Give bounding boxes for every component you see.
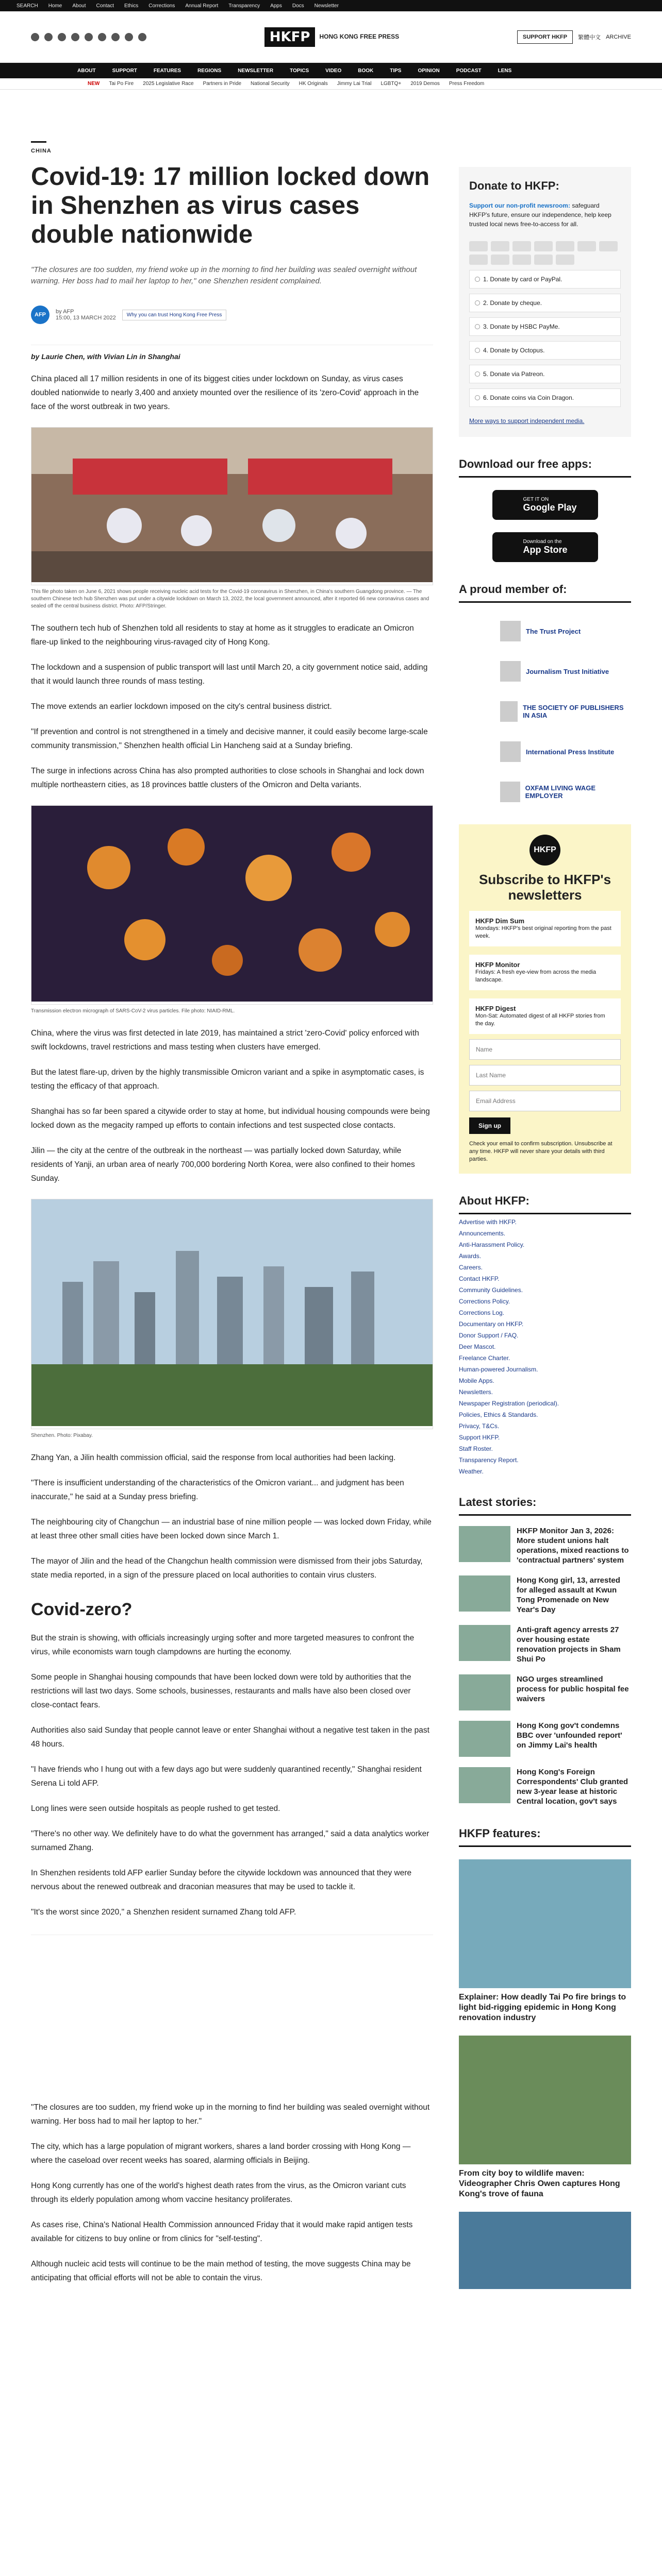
signup-button[interactable]: Sign up (469, 1117, 510, 1134)
paragraph: "There is insufficient understanding of the characteristics of the Omicron variant... and judgment has been inaccurate," he said at a Sunday press briefing. (31, 1479, 404, 1501)
donate-title: Donate to HKFP: (469, 179, 559, 192)
youtube-icon[interactable] (58, 33, 66, 41)
jcb-icon (556, 241, 574, 251)
topbar-item[interactable]: Docs (292, 3, 304, 9)
paragraph: China placed all 17 million residents in one of its biggest cities under lockdown on Sunday, as virus cases doubled nationwide to nearly 3,400 and anxiety mounted over the resilience of its 'zero-Covid' approach in the face of the worst outbreak in two years. (31, 375, 419, 411)
donate-intro-text: safeguard HKFP's future, ensure our independence, help keep trusted local news free-to-access for all. (469, 202, 611, 228)
logo-subtitle: HONG KONG FREE PRESS (319, 33, 400, 40)
new-badge: NEW (88, 81, 100, 87)
about-link[interactable]: Policies, Ethics & Standards. (459, 1411, 538, 1418)
about-link[interactable]: Contact HKFP. (459, 1275, 500, 1282)
about-link[interactable]: Transparency Report. (459, 1456, 519, 1464)
payment-icons (469, 241, 621, 265)
paragraph: The move extends an earlier lockdown imposed on the city's central business district. (31, 702, 332, 711)
partner-icon (500, 621, 521, 641)
byline: by Laurie Chen, with Vivian Lin in Shanghai (31, 345, 433, 361)
story-thumbnail (459, 1526, 510, 1562)
support-button[interactable]: SUPPORT HKFP (517, 30, 573, 44)
donate-option[interactable] (469, 365, 621, 383)
features-title: HKFP features: (459, 1827, 631, 1847)
paragraph: The southern tech hub of Shenzhen told all residents to stay at home as it struggles to eradicate an Omicron flare-up linked to the neighbouring virus-ravaged city of Hong Kong. (31, 624, 414, 647)
newsletter-name: HKFP Monitor (475, 961, 520, 969)
donate-option-label: 6. Donate coins via Coin Dragon. (483, 394, 574, 401)
partner-icon (500, 661, 521, 682)
about-link[interactable]: Human-powered Journalism. (459, 1366, 538, 1373)
article-meta (31, 306, 433, 324)
topic-link[interactable]: Press Freedom (449, 81, 485, 87)
topbar-item[interactable]: Transparency (228, 3, 260, 9)
paragraph: The city, which has a large population of migrant workers, shares a land border crossing with Hong Kong — where the caseload over recent weeks has soared, alarming officials in Beijing. (31, 2142, 411, 2165)
author-date (56, 309, 116, 321)
donate-option[interactable] (469, 317, 621, 336)
donate-option[interactable] (469, 270, 621, 289)
feature-story[interactable] (459, 2036, 631, 2199)
donate-option[interactable] (469, 341, 621, 360)
site-header (0, 11, 662, 63)
author[interactable]: by AFP (56, 309, 74, 315)
topbar-item[interactable]: Contact (96, 3, 114, 9)
mastercard-icon (469, 241, 488, 251)
donate-option-label: 5. Donate via Patreon. (483, 370, 545, 378)
top-bar (0, 0, 662, 11)
first-name-field[interactable]: Name (469, 1039, 621, 1060)
page-body (0, 90, 662, 2289)
about-link[interactable]: Announcements. (459, 1230, 506, 1237)
latest-story[interactable] (459, 1721, 631, 1757)
divider (31, 141, 46, 143)
paragraph: As cases rise, China's National Health Commission announced Friday that it would make rapid antigen tests available for citizens to buy online or from clinics for "self-testing". (31, 2221, 413, 2243)
nav-item[interactable]: TIPS (390, 67, 402, 74)
newsletter-box (459, 824, 631, 1174)
paragraph: Hong Kong currently has one of the world's highest death rates from the virus, as the Omicron variant cuts through its elderly population among whom vaccine hesitancy proliferates. (31, 2181, 406, 2204)
radio-icon (475, 395, 480, 400)
topic-link[interactable]: HK Originals (299, 81, 328, 87)
topic-link[interactable]: Partners in Pride (203, 81, 242, 87)
apps-title: Download our free apps: (459, 457, 631, 478)
newsletter-desc: Mon-Sat: Automated digest of all HKFP stories from the day. (475, 1013, 605, 1027)
story-thumbnail (459, 1625, 510, 1661)
latest-story[interactable] (459, 1526, 631, 1565)
about-link[interactable]: Deer Mascot. (459, 1343, 496, 1350)
visa-icon (491, 241, 509, 251)
email-field[interactable]: Email Address (469, 1091, 621, 1111)
paragraph: Shanghai has so far been spared a citywide order to stay at home, but individual housing compounds were being locked down as the megacity ramped up efforts to contain infections and test suspected close contacts. (31, 1107, 430, 1130)
latest-story[interactable] (459, 1767, 631, 1806)
feature-image (459, 1859, 631, 1988)
partner-logo[interactable] (459, 619, 631, 643)
partner-logo[interactable] (459, 740, 631, 764)
paragraph: Authorities also said Sunday that people cannot leave or enter Shanghai without a negative test taken in the past 48 hours. (31, 1726, 429, 1749)
octopus-icon (469, 255, 488, 265)
story-thumbnail (459, 1575, 510, 1612)
nav-item[interactable]: REGIONS (197, 67, 222, 74)
paragraph: "It's the worst since 2020," a Shenzhen resident surnamed Zhang told AFP. (31, 1908, 296, 1917)
about-link[interactable]: Freelance Charter. (459, 1354, 510, 1362)
paragraph: "If prevention and control is not strengthened in a timely and decisive manner, it could easily become large-scale community transmission," Shenzhen health official Lin Hancheng said at a Sunday briefing. (31, 727, 428, 750)
about-link[interactable]: Staff Roster. (459, 1445, 493, 1452)
newsletter-name: HKFP Digest (475, 1005, 516, 1012)
nav-item[interactable]: SUPPORT (112, 67, 137, 74)
paragraph: "I have friends who I hung out with a few days ago but were suddenly quarantined recently," Shanghai resident Serena Li told AFP. (31, 1765, 422, 1788)
fps-icon (512, 255, 531, 265)
partner-name: International Press Institute (526, 748, 615, 756)
app-store-button[interactable] (492, 532, 598, 562)
partner-logo[interactable] (459, 700, 631, 723)
donate-intro-link[interactable]: Support our non-profit newsroom: (469, 202, 570, 209)
facebook-icon[interactable] (31, 33, 39, 41)
mastodon-icon[interactable] (125, 33, 133, 41)
rss-icon[interactable] (138, 33, 146, 41)
unionpay-icon (534, 241, 553, 251)
paragraph: The lockdown and a suspension of public transport will last until March 20, a city government notice said, adding that it would launch three rounds of mass testing. (31, 663, 428, 686)
instagram-icon[interactable] (71, 33, 79, 41)
radio-icon (475, 371, 480, 377)
paragraph: Zhang Yan, a Jilin health commission official, said the response from local authorities had been lacking. (31, 1453, 396, 1462)
image-caption: This file photo taken on June 6, 2021 shows people receiving nucleic acid tests for the Covid-19 coronavirus in Shenzhen, in China's southern Guangdong province. — The southern Chinese tech hub Shenzhen was put under a citywide lockdown on March 13, 2022, the local government announced, after it reported 66 new coronavirus cases and sealed off the central business district. Photo: AFP/Stringer. (31, 589, 429, 609)
apple-pay-icon (556, 255, 574, 265)
main-nav (0, 63, 662, 78)
newsletter-desc: Fridays: A fresh eye-view from across the media landscape. (475, 969, 597, 983)
topbar-item[interactable]: About (72, 3, 86, 9)
google-play-label: Google Play (523, 502, 577, 513)
paragraph: "The closures are too sudden, my friend woke up in the morning to find her building was sealed overnight without warning. Her boss had to mail her laptop to her." (31, 2103, 430, 2126)
article-category[interactable]: CHINA (31, 148, 52, 154)
donate-intro (469, 201, 621, 229)
feature-image (459, 2212, 631, 2289)
partner-logo[interactable] (459, 780, 631, 804)
site-logo[interactable] (264, 27, 399, 47)
topbar-item[interactable]: SEARCH (16, 3, 38, 9)
google-play-button[interactable] (492, 490, 598, 520)
topic-link[interactable]: LGBTQ+ (380, 81, 402, 87)
nav-item[interactable]: BOOK (358, 67, 374, 74)
topbar-item[interactable]: Annual Report (185, 3, 219, 9)
topic-link[interactable]: Jimmy Lai Trial (337, 81, 372, 87)
archive-link[interactable]: ARCHIVE (606, 33, 631, 40)
sidebar (459, 90, 631, 2289)
topic-link[interactable]: 2025 Legislative Race (143, 81, 194, 87)
paragraph: China, where the virus was first detected in late 2019, has maintained a strict 'zero-Covid' policy enforced with swift lockdowns, travel restrictions and mass testing when clusters have emerged. (31, 1029, 419, 1052)
about-link[interactable]: Corrections Log. (459, 1309, 505, 1316)
logo-mark: HKFP (264, 27, 316, 47)
linkedin-icon[interactable] (85, 33, 93, 41)
paragraph: The surge in infections across China has also prompted authorities to close schools in Shanghai and lock down multiple northeastern cities, as 18 provinces battle clusters of the Omicron and Delta variants. (31, 767, 424, 789)
trust-badge[interactable]: Why you can trust Hong Kong Free Press (122, 310, 227, 320)
last-name-field[interactable]: Last Name (469, 1065, 621, 1086)
about-link[interactable]: Support HKFP. (459, 1434, 500, 1441)
nav-item[interactable]: PODCAST (456, 67, 482, 74)
topbar-item[interactable]: Apps (270, 3, 282, 9)
story-title: Hong Kong's Foreign Correspondents' Club granted new 3-year lease at historic Central location, gov't says (517, 1768, 628, 1806)
story-title: Hong Kong gov't condemns BBC over 'unfounded report' on Jimmy Lai's health (517, 1721, 622, 1750)
newsletter-name: HKFP Dim Sum (475, 917, 525, 925)
standfirst: "The closures are too sudden, my friend woke up in the morning to find her building was sealed overnight without warning. Her boss had to mail her laptop to her," one Shenzhen resident complained. (31, 265, 417, 285)
threads-icon[interactable] (98, 33, 106, 41)
partner-name: OXFAM LIVING WAGE EMPLOYER (525, 784, 596, 800)
mid-article-spacer (31, 1935, 433, 2089)
alipay-icon (534, 255, 553, 265)
about-link[interactable]: Careers. (459, 1264, 483, 1271)
avatar[interactable]: AFP (31, 306, 49, 324)
partner-name: The Trust Project (526, 627, 581, 635)
article-image-testing (31, 427, 433, 585)
topic-link[interactable]: Tai Po Fire (109, 81, 134, 87)
nav-item[interactable]: FEATURES (153, 67, 181, 74)
nav-item[interactable]: NEWSLETTER (238, 67, 274, 74)
app-store-label: App Store (523, 545, 568, 555)
donate-option-label: 2. Donate by cheque. (483, 299, 542, 307)
more-ways-link[interactable]: More ways to support independent media. (469, 417, 585, 425)
paragraph: The neighbouring city of Changchun — an industrial base of nine million people — was locked down Friday, while at least three other small cities have been locked down since March 1. (31, 1518, 432, 1540)
language-link[interactable]: 繁體中文 (578, 34, 601, 41)
article-title: Covid-19: 17 million locked down in Shenzhen as virus cases double nationwide (31, 163, 430, 248)
story-thumbnail (459, 1721, 510, 1757)
article (31, 90, 433, 2289)
feature-title: From city boy to wildlife maven: Videographer Chris Owen captures Hong Kong's trove of fauna (459, 2169, 620, 2198)
donate-box (459, 167, 631, 437)
app-store-caption: Download on the (523, 539, 562, 545)
paragraph: "There's no other way. We definitely have to do what the government has arranged," said a data analytics worker surnamed Zhang. (31, 1829, 429, 1852)
paragraph: Although nucleic acid tests will continue to be the main method of testing, the move suggests China may be anticipating that official efforts will not be able to contain the virus. (31, 2260, 411, 2282)
partner-logo[interactable] (459, 659, 631, 683)
member-title: A proud member of: (459, 583, 631, 603)
radio-icon (475, 300, 480, 306)
partner-icon (500, 782, 520, 802)
paragraph: In Shenzhen residents told AFP earlier Sunday before the citywide lockdown was announced that they were nervous about the renewed outbreak and draconian measures that may be used to tackle it. (31, 1869, 412, 1891)
feature-story[interactable] (459, 1859, 631, 2023)
partner-icon (500, 741, 521, 762)
newsletter-option[interactable] (469, 955, 621, 990)
donate-option-label: 1. Donate by card or PayPal. (483, 276, 562, 283)
partner-name: THE SOCIETY OF PUBLISHERS IN ASIA (523, 704, 624, 719)
story-thumbnail (459, 1767, 510, 1803)
about-link[interactable]: Corrections Policy. (459, 1298, 510, 1305)
radio-icon (475, 324, 480, 329)
newsletter-title: Subscribe to HKFP's newsletters (478, 872, 611, 903)
paragraph: But the latest flare-up, driven by the highly transmissible Omicron variant and a spike in asymptomatic cases, is testing the efficacy of that approach. (31, 1068, 424, 1091)
paypal-icon (577, 241, 596, 251)
article-image-shenzhen (31, 1199, 433, 1429)
latest-story[interactable] (459, 1575, 631, 1615)
about-link[interactable]: Advertise with HKFP. (459, 1218, 517, 1226)
topbar-item[interactable]: Home (48, 3, 62, 9)
nav-item[interactable]: TOPICS (290, 67, 309, 74)
newsletter-note: Check your email to confirm subscription. Unsubscribe at any time. HKFP will never share your details with third parties. (469, 1141, 613, 1162)
paragraph: But the strain is showing, with officials increasingly urging softer and more targeted measures to confront the virus, while economists warn tough clampdowns are hurting the economy. (31, 1634, 415, 1656)
hkfp-logo-badge: HKFP (529, 835, 560, 866)
patreon-icon (491, 255, 509, 265)
story-thumbnail (459, 1674, 510, 1710)
about-links (459, 1218, 631, 1475)
story-title: Hong Kong girl, 13, arrested for alleged assault at Kwun Tong Promenade on New Year's Day (517, 1576, 620, 1614)
x-icon[interactable] (44, 33, 53, 41)
image-caption: Shenzhen. Photo: Pixabay. (31, 1433, 93, 1438)
partner-name: Journalism Trust Initiative (526, 667, 609, 675)
topic-link[interactable]: National Security (251, 81, 290, 87)
latest-story[interactable] (459, 1674, 631, 1710)
story-title: Anti-graft agency arrests 27 over housing estate renovation projects in Sham Shui Po (517, 1625, 621, 1664)
about-link[interactable]: Newsletters. (459, 1388, 493, 1396)
header-actions (517, 30, 631, 44)
about-link[interactable]: Donor Support / FAQ. (459, 1332, 519, 1339)
topbar-item[interactable]: Ethics (124, 3, 139, 9)
about-link[interactable]: Weather. (459, 1468, 484, 1475)
amex-icon (512, 241, 531, 251)
partner-icon (500, 701, 518, 722)
radio-icon (475, 277, 480, 282)
newsletter-desc: Mondays: HKFP's best original reporting from the past week. (475, 925, 611, 939)
about-link[interactable]: Mobile Apps. (459, 1377, 494, 1384)
nav-item[interactable]: ABOUT (77, 67, 96, 74)
newsletter-option[interactable] (469, 911, 621, 946)
newsletter-option[interactable] (469, 998, 621, 1034)
nav-item[interactable]: OPINION (418, 67, 440, 74)
paragraph: Some people in Shanghai housing compounds that have been locked down were told by authorities that the restrictions will last two days. Some schools, businesses, restaurants and malls have also been closed over close-contact fears. (31, 1673, 411, 1709)
social-links (31, 33, 146, 41)
about-title: About HKFP: (459, 1194, 631, 1214)
about-link[interactable]: Anti-Harassment Policy. (459, 1241, 525, 1248)
feature-story[interactable] (459, 2212, 631, 2289)
about-link[interactable]: Newspaper Registration (periodical). (459, 1400, 559, 1407)
feature-title: Explainer: How deadly Tai Po fire brings to light bid-rigging epidemic in Hong Kong renovation industry (459, 1993, 626, 2022)
payme-icon (599, 241, 618, 251)
story-title: NGO urges streamlined process for public hospital fee waivers (517, 1675, 629, 1703)
topbar-item[interactable]: Newsletter (314, 3, 339, 9)
story-title: HKFP Monitor Jan 3, 2026: More student unions halt operations, mixed reactions to 'contractual partners' system (517, 1527, 629, 1565)
about-link[interactable]: Privacy, T&Cs. (459, 1422, 500, 1430)
paragraph: Jilin — the city at the centre of the outbreak in the northeast — was partially locked down Saturday, while residents of Yanji, an urban area of nearly 700,000 bordering North Korea, were also confined to their homes Sunday. (31, 1146, 415, 1183)
latest-story[interactable] (459, 1625, 631, 1664)
radio-icon (475, 348, 480, 353)
topic-link[interactable]: 2019 Demos (410, 81, 440, 87)
donate-option[interactable] (469, 294, 621, 312)
nav-item[interactable]: VIDEO (325, 67, 342, 74)
publish-date: 15:00, 13 MARCH 2022 (56, 315, 116, 321)
nav-item[interactable]: LENS (498, 67, 512, 74)
about-link[interactable]: Documentary on HKFP. (459, 1320, 524, 1328)
donate-option[interactable] (469, 388, 621, 407)
donate-option-label: 4. Donate by Octopus. (483, 347, 545, 354)
section-heading: Covid-zero? (31, 1600, 133, 1619)
telegram-icon[interactable] (111, 33, 120, 41)
donate-option-label: 3. Donate by HSBC PayMe. (483, 323, 560, 330)
topbar-item[interactable]: Corrections (148, 3, 175, 9)
feature-image (459, 2036, 631, 2164)
article-image-virus (31, 805, 433, 1005)
image-caption: Transmission electron micrograph of SARS-CoV-2 virus particles. File photo: NIAID-RML. (31, 1008, 235, 1014)
latest-title: Latest stories: (459, 1496, 631, 1516)
paragraph: Long lines were seen outside hospitals as people rushed to get tested. (31, 1804, 280, 1813)
paragraph: The mayor of Jilin and the head of the Changchun health commission were dismissed from their jobs Saturday, state media reported, in a sign of the pressure placed on local authorities to contain virus clusters. (31, 1557, 423, 1580)
topic-nav (0, 78, 662, 90)
google-play-caption: GET IT ON (523, 497, 549, 502)
about-link[interactable]: Awards. (459, 1252, 482, 1260)
about-link[interactable]: Community Guidelines. (459, 1286, 523, 1294)
